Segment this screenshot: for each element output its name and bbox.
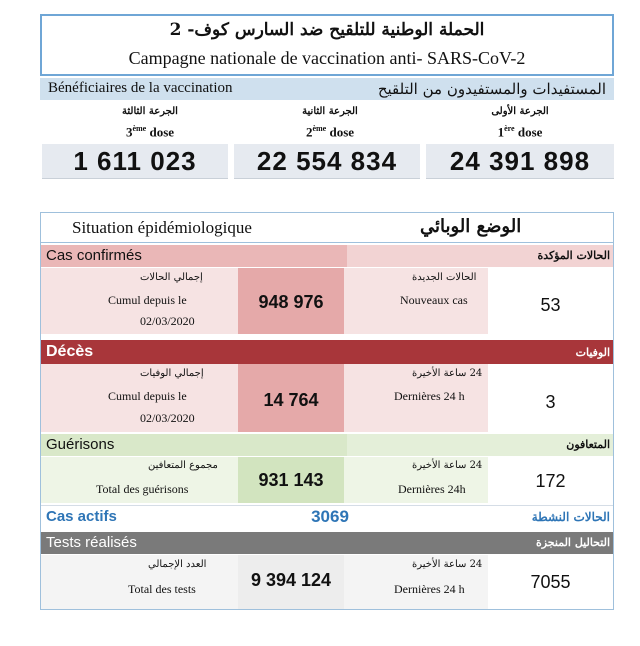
campaign-header bbox=[40, 14, 614, 76]
campaign-title-ar: الحملة الوطنية للتلقيح ضد السارس كوف- 2 bbox=[169, 20, 485, 40]
deaths-new-label-ar: 24 ساعة الأخيرة bbox=[412, 368, 483, 379]
recoveries-new-label-fr: Dernières 24h bbox=[398, 482, 466, 496]
recoveries-label-ar: المتعافون bbox=[566, 438, 610, 451]
active-label-ar: الحالات النشطة bbox=[531, 510, 610, 524]
deaths-new-label-fr: Dernières 24 h bbox=[394, 389, 465, 403]
dose-2-label-ar: الجرعة الثانية bbox=[302, 106, 358, 117]
epi-title-ar: الوضع الوبائي bbox=[420, 216, 522, 237]
active-label-fr: Cas actifs bbox=[46, 508, 117, 525]
recoveries-cum-value: 931 143 bbox=[258, 470, 324, 490]
recoveries-new-value: 172 bbox=[535, 471, 566, 491]
beneficiaries-label-ar: المستفيدات والمستفيدون من التلقيح bbox=[377, 80, 606, 98]
recoveries-new-label-ar: 24 ساعة الأخيرة bbox=[412, 460, 483, 471]
confirmed-cum-label-fr: Cumul depuis le bbox=[108, 293, 187, 307]
dose-1-label-ar: الجرعة الأولى bbox=[491, 106, 549, 117]
tests-cum-label-ar: العدد الإجمالي bbox=[148, 559, 207, 570]
tests-new-value: 7055 bbox=[530, 572, 571, 592]
confirmed-cum-value: 948 976 bbox=[258, 292, 324, 312]
dose-2-value: 22 554 834 bbox=[234, 144, 420, 179]
deaths-band bbox=[41, 340, 613, 364]
confirmed-new-value: 53 bbox=[540, 295, 561, 315]
beneficiaries-label-fr: Bénéficiaires de la vaccination bbox=[48, 80, 233, 96]
recoveries-label-fr: Guérisons bbox=[46, 436, 115, 453]
tests-new-label-fr: Dernières 24 h bbox=[394, 582, 465, 596]
tests-new-label-ar: 24 ساعة الأخيرة bbox=[412, 559, 483, 570]
active-value: 3069 bbox=[311, 507, 349, 526]
beneficiaries-band bbox=[40, 78, 614, 100]
confirmed-cum-label-ar: إجمالي الحالات bbox=[140, 272, 203, 283]
tests-cum-value: 9 394 124 bbox=[250, 570, 332, 590]
deaths-cum-label-fr: Cumul depuis le bbox=[108, 389, 187, 403]
recoveries-cum-label-fr: Total des guérisons bbox=[96, 482, 189, 496]
deaths-new-value: 3 bbox=[545, 392, 556, 412]
campaign-title-fr: Campagne nationale de vaccination anti- SARS-CoV-2 bbox=[128, 48, 526, 68]
dose-1-value: 24 391 898 bbox=[426, 144, 614, 179]
dose-3-label-fr: 3ème dose bbox=[125, 124, 175, 140]
dose-2-label-fr: 2ème dose bbox=[305, 124, 355, 140]
recoveries-cum-label-ar: مجموع المتعافين bbox=[148, 460, 218, 471]
confirmed-label-ar: الحالات المؤكدة bbox=[537, 249, 610, 262]
dose-3-label-ar: الجرعة الثالثة bbox=[122, 106, 178, 117]
deaths-cum-date: 02/03/2020 bbox=[140, 411, 195, 425]
dose-3-value: 1 611 023 bbox=[42, 144, 228, 179]
confirmed-label-fr: Cas confirmés bbox=[46, 247, 142, 264]
tests-cum-label-fr: Total des tests bbox=[128, 582, 196, 596]
tests-label-ar: التحاليل المنجزة bbox=[535, 536, 610, 549]
deaths-label-ar: الوفيات bbox=[575, 346, 610, 359]
confirmed-new-label-ar: الحالات الجديدة bbox=[412, 272, 477, 283]
deaths-cum-label-ar: إجمالي الوفيات bbox=[140, 368, 204, 379]
deaths-cum-value: 14 764 bbox=[263, 390, 319, 410]
confirmed-new-label-fr: Nouveaux cas bbox=[400, 293, 468, 307]
confirmed-cum-date: 02/03/2020 bbox=[140, 314, 195, 328]
dose-1-label-fr: 1ère dose bbox=[497, 124, 543, 140]
deaths-label-fr: Décès bbox=[46, 343, 94, 360]
epi-title-fr: Situation épidémiologique bbox=[72, 218, 252, 237]
title-divider bbox=[41, 242, 613, 243]
tests-label-fr: Tests réalisés bbox=[46, 534, 137, 551]
